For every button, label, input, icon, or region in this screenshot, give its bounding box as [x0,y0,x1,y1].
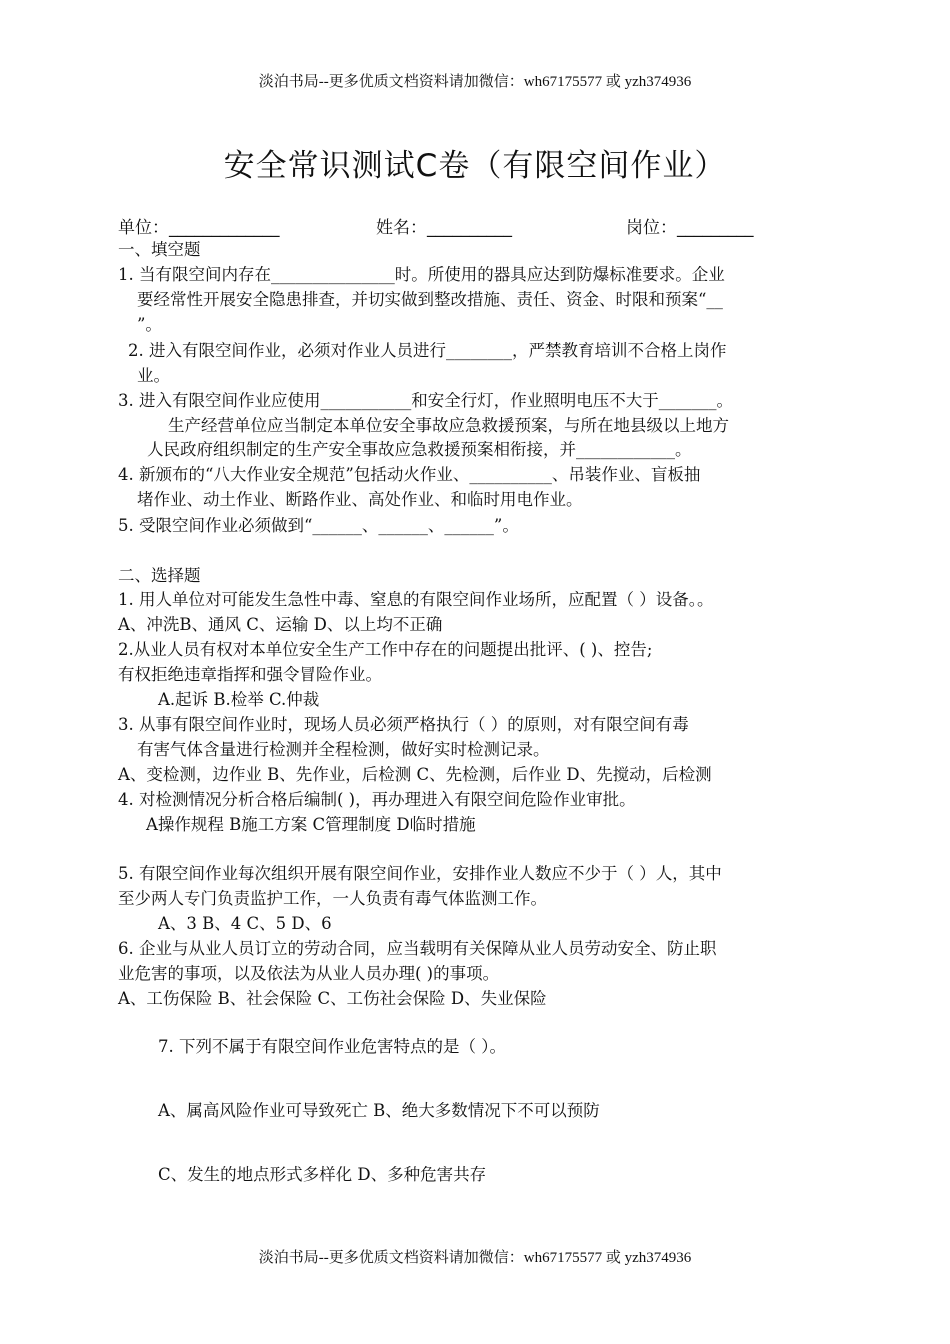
option-line: A操作规程 B施工方案 C管理制度 D临时措施 [146,815,476,834]
question-line: 5. 有限空间作业每次组织开展有限空间作业，安排作业人数应不少于（ ）人，其中 [118,864,722,883]
question-line: 业危害的事项，以及依法为从业人员办理( )的事项。 [118,964,500,983]
question-line: 至少两人专门负责监护工作，一人负责有毒气体监测工作。 [118,889,547,908]
question-line: 4. 对检测情况分析合格后编制( )，再办理进入有限空间危险作业审批。 [118,790,636,809]
question-line: 有权拒绝违章指挥和强令冒险作业。 [118,665,382,684]
page-footer: 淡泊书局--更多优质文档资料请加微信：wh67175577 或 yzh374936 [258,1250,692,1266]
question-line: 生产经营单位应当制定本单位安全事故应急救援预案，与所在地县级以上地方 [168,416,729,435]
question-line: ”。 [137,315,162,334]
option-line: A、冲洗B、通风 C、运输 D、以上均不正确 [118,615,443,634]
question-line: 2.从业人员有权对本单位安全生产工作中存在的问题提出批评、( )、控告; [118,640,653,659]
question-line: 业。 [137,366,170,385]
option-line: A.起诉 B.检举 C.仲裁 [158,690,320,709]
question-line: 有害气体含量进行检测并全程检测，做好实时检测记录。 [137,740,550,759]
section-heading-choice: 二、选择题 [118,566,201,585]
option-line: A、变检测，边作业 B、先作业，后检测 C、先检测，后作业 D、先搅动，后检测 [118,765,712,784]
question-line: 5. 受限空间作业必须做到“______、______、______”。 [118,516,519,535]
option-line: A、属高风险作业可导致死亡 B、绝大多数情况下不可以预防 [158,1101,600,1120]
page-header: 淡泊书局--更多优质文档资料请加微信：wh67175577 或 yzh374936 [258,74,692,90]
post-field: 岗位：_________ [626,218,754,238]
question-line: 2. 进入有限空间作业，必须对作业人员进行________，严禁教育培训不合格上岗作 [128,341,727,360]
question-line: 1. 用人单位对可能发生急性中毒、窒息的有限空间作业场所，应配置（ ）设备。。 [118,590,714,609]
section-heading-fill-in: 一、填空题 [118,240,201,259]
page-title: 安全常识测试C卷（有限空间作业） [223,148,727,184]
option-line: A、工伤保险 B、社会保险 C、工伤社会保险 D、失业保险 [118,989,547,1008]
question-line: 7. 下列不属于有限空间作业危害特点的是（ ）。 [158,1037,506,1056]
question-line: 6. 企业与从业人员订立的劳动合同，应当载明有关保障从业人员劳动安全、防止职 [118,939,717,958]
option-line: C、发生的地点形式多样化 D、多种危害共存 [158,1165,487,1184]
question-line: 1. 当有限空间内存在_______________时。所使用的器具应达到防爆标准要求。企业 [118,265,725,284]
question-line: 3. 从事有限空间作业时，现场人员必须严格执行（ ）的原则，对有限空间有毒 [118,715,689,734]
question-line: 3. 进入有限空间作业应使用___________和安全行灯，作业照明电压不大于_______。 [118,391,733,410]
question-line: 人民政府组织制定的生产安全事故应急救援预案相衔接，并____________。 [147,440,692,459]
question-line: 要经常性开展安全隐患排查，并切实做到整改措施、责任、资金、时限和预案“__ [137,290,723,309]
question-line: 堵作业、动土作业、断路作业、高处作业、和临时用电作业。 [137,490,583,509]
option-line: A、3 B、4 C、5 D、6 [158,914,332,933]
name-field: 姓名：__________ [376,218,512,238]
question-line: 4. 新颁布的“八大作业安全规范”包括动火作业、__________、吊装作业、盲板抽 [118,465,701,484]
unit-field: 单位：_____________ [118,218,280,238]
